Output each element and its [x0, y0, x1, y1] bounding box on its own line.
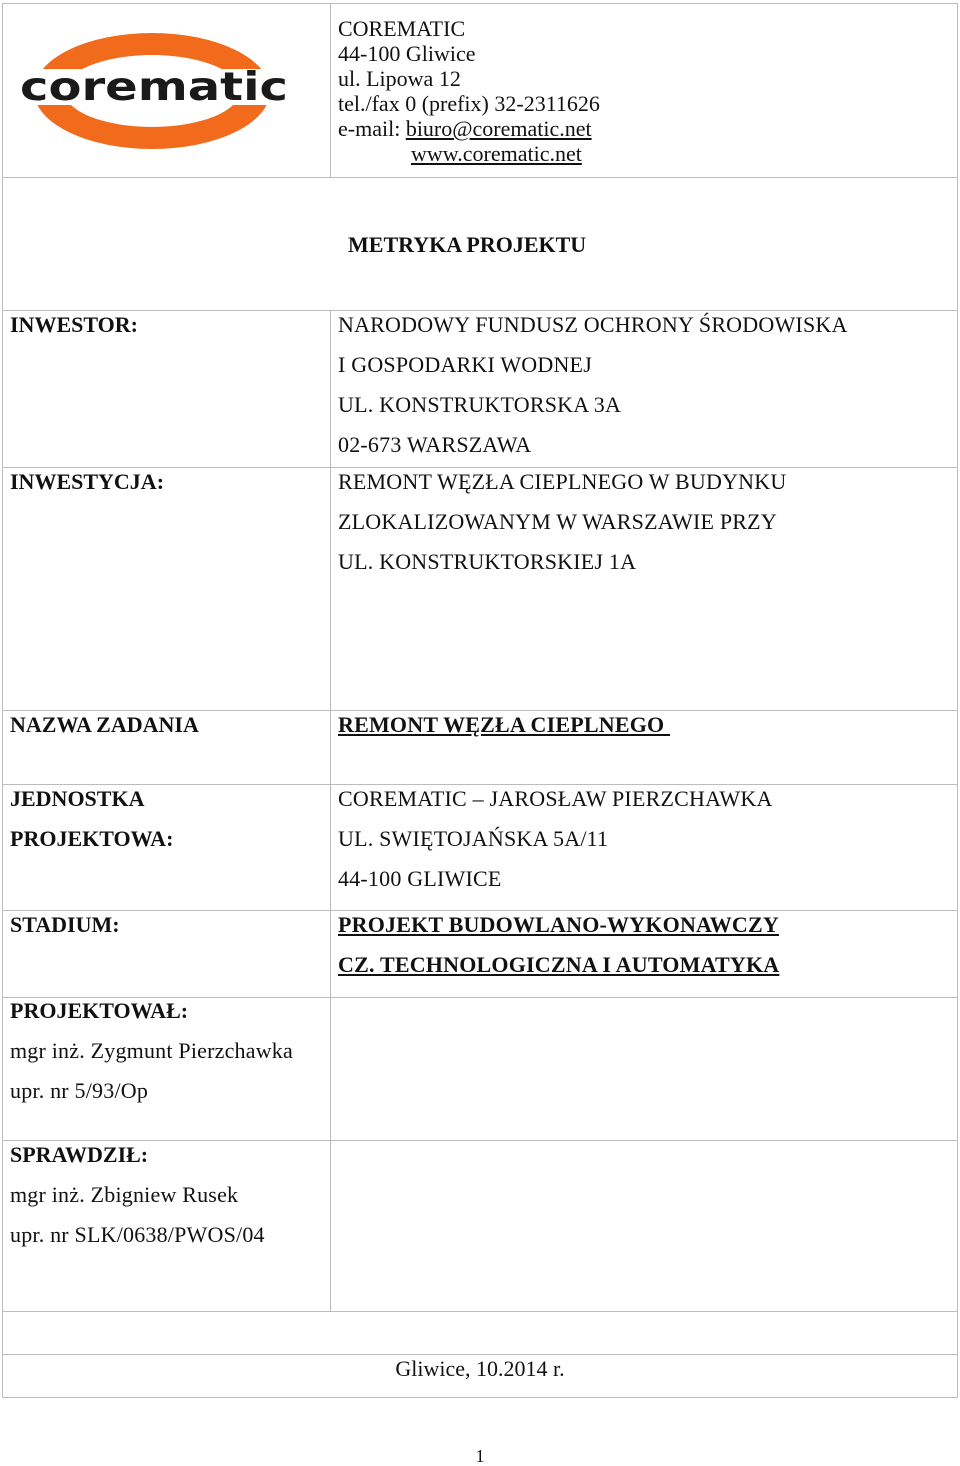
design-unit-line: UL. SWIĘTOJAŃSKA 5A/11: [338, 826, 609, 851]
project-metrics-table: [2, 3, 958, 1398]
table-border-bottom: [2, 1397, 958, 1398]
checked-by-label: SPRAWDZIŁ:: [10, 1142, 149, 1167]
stage-line: PROJEKT BUDOWLANO-WYKONAWCZY: [338, 912, 779, 937]
designer-name: mgr inż. Zygmunt Pierzchawka: [10, 1038, 293, 1063]
investment-line: REMONT WĘZŁA CIEPLNEGO W BUDYNKU: [338, 469, 787, 494]
page-number: 1: [475, 1446, 485, 1466]
row-divider: [2, 177, 958, 178]
investment-label: INWESTYCJA:: [10, 469, 165, 494]
column-divider: [330, 3, 331, 178]
design-unit-label: JEDNOSTKA: [10, 786, 145, 811]
investment-line: UL. KONSTRUKTORSKIEJ 1A: [338, 549, 637, 574]
company-email-line: [338, 116, 592, 141]
investor-line: 02-673 WARSZAWA: [338, 432, 532, 457]
website-link[interactable]: www.corematic.net: [411, 141, 582, 166]
company-website-line: [411, 141, 582, 166]
design-unit-line: COREMATIC – JAROSŁAW PIERZCHAWKA: [338, 786, 773, 811]
checker-license: upr. nr SLK/0638/PWOS/04: [10, 1222, 265, 1247]
place-date: Gliwice, 10.2014 r.: [395, 1356, 565, 1381]
design-unit-label: PROJEKTOWA:: [10, 826, 174, 851]
company-name: COREMATIC: [338, 16, 466, 41]
table-border-right: [957, 3, 958, 1398]
investor-line: I GOSPODARKI WODNEJ: [338, 352, 592, 377]
column-divider: [330, 310, 331, 1312]
email-link[interactable]: biuro@corematic.net: [405, 116, 592, 141]
checker-name: mgr inż. Zbigniew Rusek: [10, 1182, 239, 1207]
investor-label: INWESTOR:: [10, 312, 138, 337]
investor-line: NARODOWY FUNDUSZ OCHRONY ŚRODOWISKA: [338, 312, 848, 337]
designed-by-label: PROJEKTOWAŁ:: [10, 998, 189, 1023]
table-border-left: [2, 3, 3, 1398]
stage-line: CZ. TECHNOLOGICZNA I AUTOMATYKA: [338, 952, 780, 977]
company-street: ul. Lipowa 12: [338, 66, 461, 91]
logo-wordmark: corematic: [20, 65, 288, 110]
email-label: e-mail:: [338, 116, 406, 141]
design-unit-line: 44-100 GLIWICE: [338, 866, 502, 891]
row-divider: [2, 1311, 958, 1312]
investor-line: UL. KONSTRUKTORSKA 3A: [338, 392, 622, 417]
company-phone: tel./fax 0 (prefix) 32-2311626: [338, 91, 600, 116]
stage-label: STADIUM:: [10, 912, 120, 937]
investment-line: ZLOKALIZOWANYM W WARSZAWIE PRZY: [338, 509, 777, 534]
designer-license: upr. nr 5/93/Op: [10, 1078, 149, 1103]
page-title: METRYKA PROJEKTU: [348, 232, 587, 257]
table-border-top: [2, 3, 958, 4]
task-value: REMONT WĘZŁA CIEPLNEGO: [338, 712, 671, 737]
corematic-logo: [16, 25, 292, 155]
task-label: NAZWA ZADANIA: [10, 712, 199, 737]
company-city: 44-100 Gliwice: [338, 41, 476, 66]
